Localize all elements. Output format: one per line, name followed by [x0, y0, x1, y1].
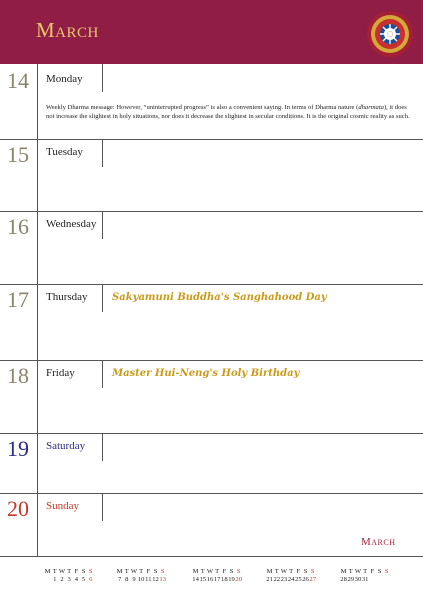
weekday-header: S [88, 568, 93, 575]
day-row-saturday [0, 433, 423, 493]
weekday-header-row [116, 568, 166, 576]
week-days-row [266, 576, 316, 584]
week-days-row [116, 576, 166, 584]
weekday-header: S [310, 568, 315, 575]
mini-calendar-week [266, 568, 316, 584]
holiday-event: Sakyamuni Buddha's Sanghahood Day [112, 292, 327, 303]
calendar-date [383, 576, 390, 584]
calendar-date [369, 576, 376, 584]
divider [0, 284, 423, 285]
day-number: 15 [7, 142, 29, 167]
weekday-header: T [52, 568, 57, 575]
day-row-tuesday [0, 139, 423, 211]
mini-calendar-week [192, 568, 242, 584]
calendar-date: 24 [287, 576, 295, 583]
calendar-date: 10 [137, 576, 145, 583]
divider [102, 284, 103, 312]
calendar-date: 6 [89, 576, 93, 583]
calendar-date [376, 576, 383, 584]
divider [37, 433, 38, 493]
divider [102, 139, 103, 167]
divider [102, 211, 103, 239]
mini-calendar-week [340, 568, 390, 584]
calendar-date: 7 [117, 576, 122, 583]
week-days-row [340, 576, 390, 584]
divider [0, 360, 423, 361]
weekly-dharma-message: Weekly Dharma message: However, “uninterrupted progress” is also a convenient saying. In terms of Dharma nature (dharmata), it does not increase the slightest in holy situations, nor does it decrease the slightest in secular conditions. It is the original cosmic reality as such. [46, 104, 410, 120]
weekday-header: T [274, 568, 279, 575]
weekday-header: T [139, 568, 144, 575]
dharmata-term: dharmata [358, 104, 384, 111]
calendar-date: 2 [60, 576, 64, 583]
divider [0, 493, 423, 494]
weekday-header: W [58, 568, 66, 575]
day-number: 16 [7, 214, 29, 239]
weekday-header-row [44, 568, 94, 576]
month-header [0, 0, 423, 64]
day-row-thursday [0, 284, 423, 360]
calendar-date: 12 [152, 576, 159, 583]
weekday-header: F [222, 568, 227, 575]
weekday-header: S [81, 568, 86, 575]
calendar-date: 29 [347, 576, 355, 583]
day-number: 18 [7, 363, 29, 388]
weekday-header: T [348, 568, 353, 575]
weekday-header: T [124, 568, 129, 575]
weekday-header: S [229, 568, 234, 575]
weekday-header: S [377, 568, 382, 575]
divider [102, 493, 103, 521]
weekday-header: S [384, 568, 389, 575]
divider [37, 493, 38, 556]
day-name: Sunday [46, 500, 79, 512]
weekday-header: M [266, 568, 273, 575]
week-days-row [44, 576, 94, 584]
calendar-date: 28 [340, 576, 347, 583]
mini-calendar-week [44, 568, 94, 584]
divider [37, 139, 38, 211]
weekday-header: W [130, 568, 138, 575]
weekday-header: W [354, 568, 362, 575]
calendar-date: 25 [295, 576, 302, 583]
calendar-date: 13 [159, 576, 167, 583]
weekday-header: M [340, 568, 347, 575]
calendar-date: 8 [125, 576, 129, 583]
weekday-header: M [116, 568, 123, 575]
calendar-date: 26 [302, 576, 309, 583]
weekday-header: S [153, 568, 158, 575]
mini-calendar-title: March [361, 536, 396, 548]
calendar-date: 23 [280, 576, 288, 583]
day-row-sunday [0, 493, 423, 556]
calendar-date: 16 [206, 576, 214, 583]
calendar-date: 22 [273, 576, 281, 583]
weekday-header: M [44, 568, 51, 575]
day-number: 20 [7, 496, 29, 521]
weekday-header: W [280, 568, 288, 575]
divider [37, 360, 38, 433]
weekday-header: S [236, 568, 241, 575]
day-row-wednesday [0, 211, 423, 284]
weekday-header: F [146, 568, 151, 575]
calendar-date: 9 [132, 576, 136, 583]
week-days-row [192, 576, 242, 584]
divider [0, 433, 423, 434]
calendar-date: 27 [309, 576, 317, 583]
calendar-date [44, 576, 51, 584]
weekday-header: T [215, 568, 220, 575]
day-number: 17 [7, 287, 29, 312]
day-name: Friday [46, 367, 75, 379]
calendar-date: 31 [361, 576, 369, 583]
weekday-header: S [303, 568, 308, 575]
day-name: Monday [46, 73, 83, 85]
holiday-event: Master Hui-Neng's Holy Birthday [112, 368, 300, 379]
weekday-header: T [363, 568, 368, 575]
weekday-header-row [266, 568, 316, 576]
weekday-header-row [192, 568, 242, 576]
calendar-date: 30 [354, 576, 362, 583]
calendar-date: 11 [145, 576, 152, 583]
day-row-monday [0, 64, 423, 139]
calendar-date: 4 [74, 576, 78, 583]
mini-calendar-week [116, 568, 166, 584]
calendar-date: 18 [221, 576, 228, 583]
day-name: Thursday [46, 291, 88, 303]
calendar-date: 19 [228, 576, 235, 583]
day-row-friday [0, 360, 423, 433]
day-number: 14 [7, 68, 29, 93]
divider [37, 211, 38, 284]
day-name: Wednesday [46, 218, 97, 230]
day-number: 19 [7, 436, 29, 461]
divider [0, 556, 423, 557]
weekday-header: S [160, 568, 165, 575]
calendar-date: 17 [213, 576, 221, 583]
divider [37, 284, 38, 360]
calendar-date: 14 [192, 576, 199, 583]
calendar-date: 5 [81, 576, 86, 583]
day-name: Tuesday [46, 146, 83, 158]
weekday-header-row [340, 568, 390, 576]
divider [0, 211, 423, 212]
divider [102, 433, 103, 461]
calendar-date: 21 [266, 576, 273, 583]
weekday-header: T [289, 568, 294, 575]
calendar-date: 3 [67, 576, 71, 583]
weekday-header: W [206, 568, 214, 575]
weekday-header: T [200, 568, 205, 575]
month-title: March [36, 18, 99, 42]
calendar-date: 20 [235, 576, 243, 583]
divider [0, 139, 423, 140]
dharma-wheel-emblem-icon [366, 10, 414, 58]
weekday-header: M [192, 568, 199, 575]
divider [102, 64, 103, 92]
calendar-date: 15 [199, 576, 207, 583]
day-name: Saturday [46, 440, 86, 452]
weekday-header: F [370, 568, 375, 575]
calendar-date: 1 [53, 576, 57, 583]
divider [37, 64, 38, 139]
weekday-header: T [67, 568, 72, 575]
divider [102, 360, 103, 388]
weekday-header: F [296, 568, 301, 575]
weekday-header: F [74, 568, 79, 575]
